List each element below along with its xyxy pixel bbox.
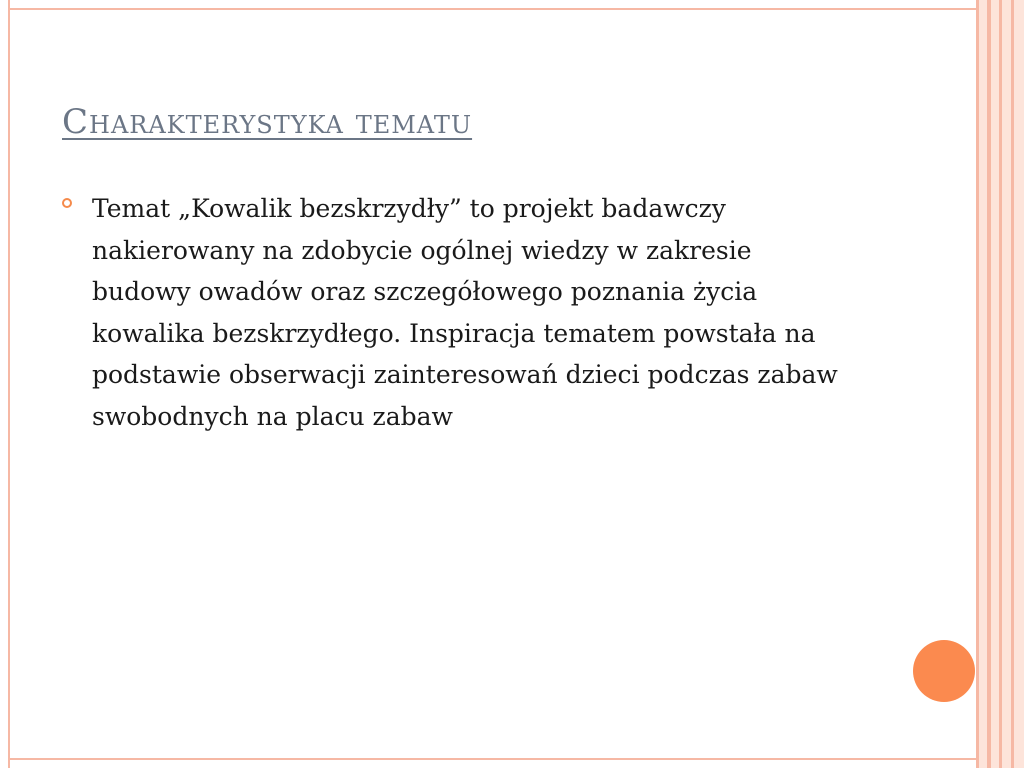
frame-left-border xyxy=(8,0,10,768)
bullet-text: Temat „Kowalik bezskrzydły” to projekt badawczy nakierowany na zdobycie ogólnej wiedzy w zakresie budowy owadów oraz szczegółowego poznania życia kowalika bezskrzydłego. Inspiracja tematem powstała na podstawie obserwacji zainteresowań dzieci podczas zabaw swobodnych na placu zabaw xyxy=(92,194,838,431)
bullet-item xyxy=(62,188,862,437)
decorative-stripe xyxy=(1014,0,1024,768)
ring-bullet-icon xyxy=(62,198,72,208)
slide-title: Charakterystyka tematu xyxy=(62,102,473,142)
frame-bottom-border xyxy=(8,758,976,760)
decorative-stripe xyxy=(1002,0,1011,768)
decorative-circle xyxy=(913,640,975,702)
decorative-stripe xyxy=(991,0,999,768)
decorative-stripe xyxy=(979,0,987,768)
slide-content xyxy=(62,188,862,437)
frame-top-border xyxy=(8,8,976,10)
